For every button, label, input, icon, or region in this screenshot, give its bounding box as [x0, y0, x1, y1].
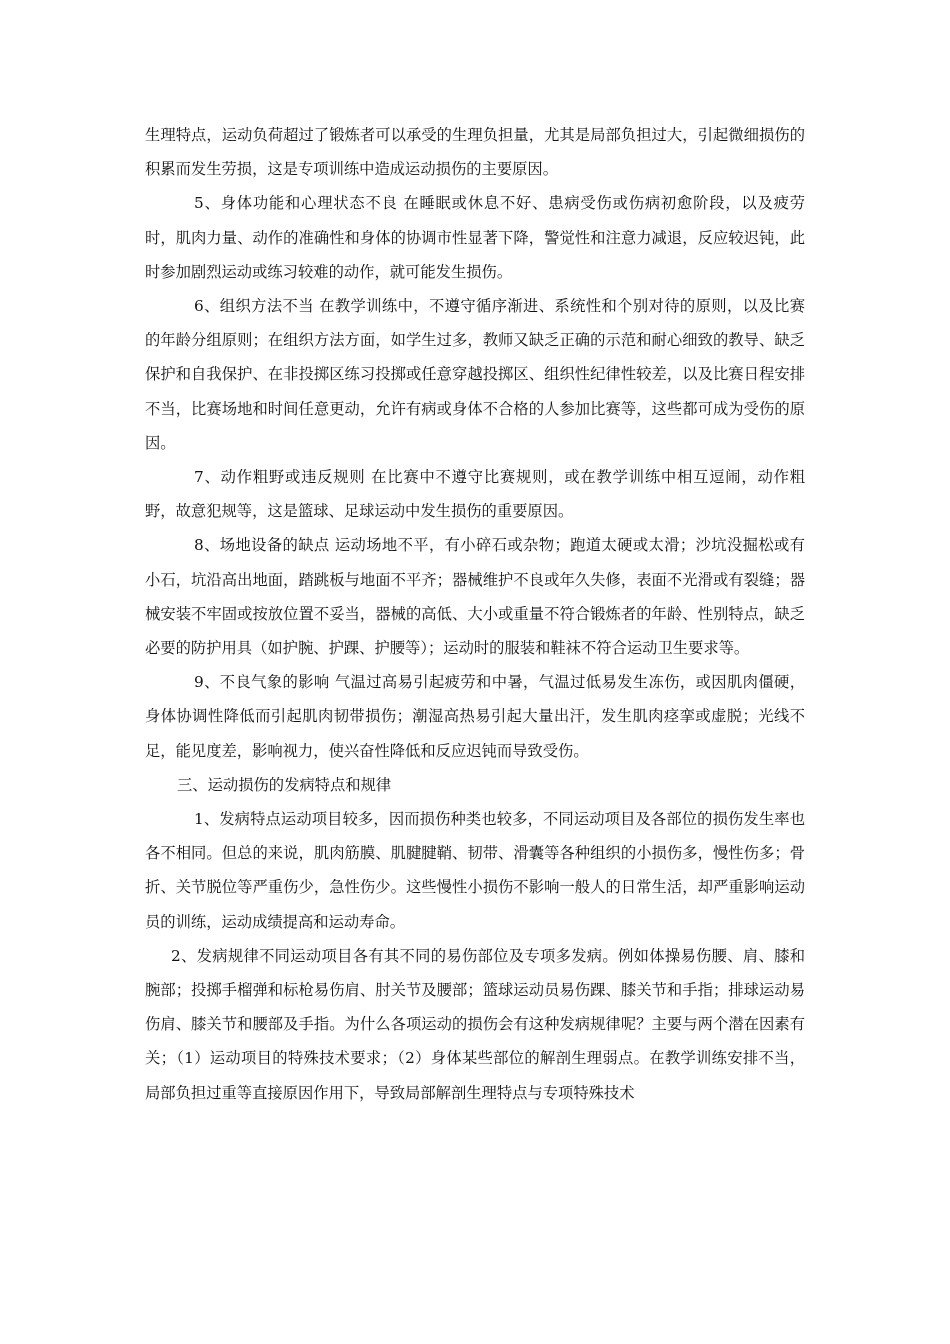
paragraph-patterns: 2、发病规律不同运动项目各有其不同的易伤部位及专项多发病。例如体操易伤腰、肩、膝和腕部；投掷手榴弹和标枪易伤肩、肘关节及腰部；篮球运动员易伤踝、膝关节和手指；排球运动易伤肩、膝关节和腰部及手指。为什么各项运动的损伤会有这种发病规律呢？主要与两个潜在因素有关；（1）运动项目的特殊技术要求；（2）身体某些部位的解剖生理弱点。在教学训练安排不当，局部负担过重等直接原因作用下，导致局部解剖生理特点与专项特殊技术 [145, 946, 805, 1102]
document-body [145, 118, 805, 1110]
paragraph-item-8: 8、场地设备的缺点 运动场地不平，有小碎石或杂物；跑道太硬或太滑；沙坑没掘松或有小石，坑沿高出地面，踏跳板与地面不平齐；器械维护不良或年久失修，表面不光滑或有裂缝；器械安装不牢固或按放位置不妥当，器械的高低、大小或重量不符合锻炼者的年龄、性别特点，缺乏必要的防护用具（如护腕、护踝、护腰等）；运动时的服装和鞋袜不符合运动卫生要求等。 [145, 536, 805, 658]
paragraph-characteristics: 1、发病特点运动项目较多，因而损伤种类也较多，不同运动项目及各部位的损伤发生率也各不相同。但总的来说，肌肉筋膜、肌腱腱鞘、韧带、滑囊等各种组织的小损伤多，慢性伤多；骨折、关节脱位等严重伤少，急性伤少。这些慢性小损伤不影响一般人的日常生活，却严重影响运动员的训练，运动成绩提高和运动寿命。 [145, 810, 805, 931]
section-heading: 三、运动损伤的发病特点和规律 [177, 775, 392, 794]
paragraph-item-5: 5、身体功能和心理状态不良 在睡眠或休息不好、患病受伤或伤病初愈阶段，以及疲劳时，肌肉力量、动作的准确性和身体的协调市性显著下降，警觉性和注意力减退，反应较迟钝，此时参加剧烈运动或练习较难的动作，就可能发生损伤。 [145, 194, 805, 281]
paragraph-item-6: 6、组织方法不当 在教学训练中，不遵守循序渐进、系统性和个别对待的原则，以及比赛的年龄分组原则；在组织方法方面，如学生过多，教师又缺乏正确的示范和耐心细致的教导、缺乏保护和自我保护、在非投掷区练习投掷或任意穿越投掷区、组织性纪律性较差，以及比赛日程安排不当，比赛场地和时间任意更动，允许有病或身体不合格的人参加比赛等，这些都可成为受伤的原因。 [145, 297, 805, 452]
paragraph-item-7: 7、动作粗野或违反规则 在比赛中不遵守比赛规则，或在教学训练中相互逗闹，动作粗野，故意犯规等，这是篮球、足球运动中发生损伤的重要原因。 [145, 468, 805, 521]
paragraph-item-9: 9、不良气象的影响 气温过高易引起疲劳和中暑，气温过低易发生冻伤，或因肌肉僵硬，身体协调性降低而引起肌肉韧带损伤；潮湿高热易引起大量出汗，发生肌肉痉挛或虚脱；光线不足，能见度差，影响视力，使兴奋性降低和反应迟钝而导致受伤。 [145, 673, 805, 760]
paragraph-continuation: 生理特点，运动负荷超过了锻炼者可以承受的生理负担量，尤其是局部负担过大，引起微细损伤的积累而发生劳损，这是专项训练中造成运动损伤的主要原因。 [145, 126, 805, 179]
